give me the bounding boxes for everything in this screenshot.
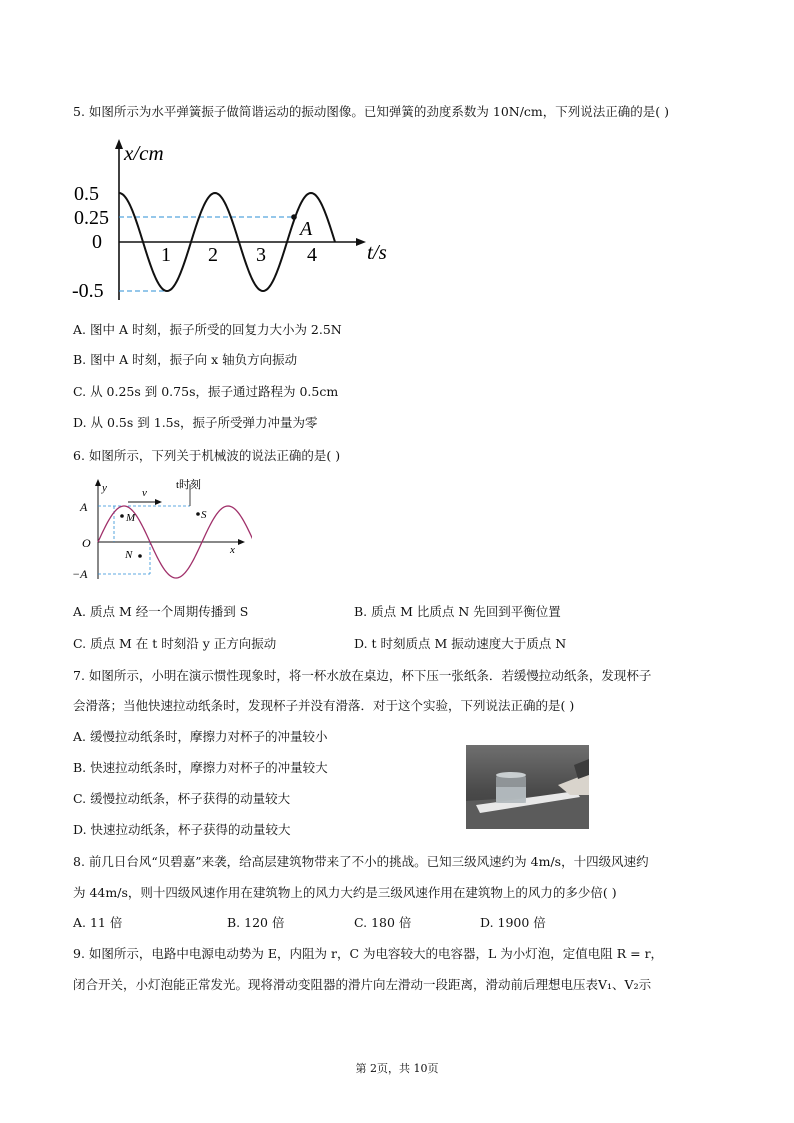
q6-x-axis-label: x bbox=[230, 544, 235, 556]
q6-point-m bbox=[120, 514, 124, 518]
q6-wave-graph bbox=[72, 474, 252, 584]
q5-y-tick-0.25: 0.25 bbox=[74, 207, 109, 229]
q9-stem-line-1: 9. 如图所示，电路中电源电动势为 E，内阻为 r，C 为电容较大的电容器，L 为小灯泡，定值电阻 R = r， bbox=[73, 946, 664, 961]
q5-x-tick-1: 1 bbox=[161, 244, 171, 266]
q5-point-a bbox=[291, 214, 297, 220]
q6-option-b: B. 质点 M 比质点 N 先回到平衡位置 bbox=[354, 604, 561, 619]
q8-stem-line-1: 8. 前几日台风“贝碧嘉”来袭，给高层建筑物带来了不小的挑战。已知三级风速约为 4m/s，十四级风速约 bbox=[73, 854, 649, 869]
q5-x-tick-3: 3 bbox=[256, 244, 266, 266]
q6-origin-label: O bbox=[82, 536, 91, 550]
q8-option-b: B. 120 倍 bbox=[227, 915, 285, 930]
q6-point-s bbox=[196, 512, 200, 516]
page-footer: 第 2页，共 10页 bbox=[355, 1062, 439, 1075]
q5-x-axis-label: t/s bbox=[367, 240, 387, 264]
q8-stem-line-2: 为 44m/s，则十四级风速作用在建筑物上的风力大约是三级风速作用在建筑物上的风力的多少倍( ) bbox=[73, 885, 617, 900]
q6-option-d: D. t 时刻质点 M 振动速度大于质点 N bbox=[354, 636, 567, 651]
q7-option-c: C. 缓慢拉动纸条，杯子获得的动量较大 bbox=[73, 791, 291, 806]
q7-option-b: B. 快速拉动纸条时，摩擦力对杯子的冲量较大 bbox=[73, 760, 328, 775]
q5-y-axis-label: x/cm bbox=[124, 141, 164, 165]
q6-y-axis-label: y bbox=[102, 482, 107, 494]
q6-m-label: M bbox=[126, 512, 136, 524]
q6-point-n bbox=[138, 554, 142, 558]
q5-y-tick-neg0.5: -0.5 bbox=[72, 280, 104, 302]
q8-option-d: D. 1900 倍 bbox=[480, 915, 546, 930]
q7-cup-photo bbox=[466, 745, 589, 829]
q5-oscillation-graph bbox=[70, 135, 400, 305]
q5-x-tick-2: 2 bbox=[208, 244, 218, 266]
q6-neg-amp-label: −A bbox=[72, 567, 88, 581]
q6-s-label: S bbox=[201, 509, 207, 521]
q8-option-a: A. 11 倍 bbox=[73, 915, 123, 930]
q5-stem: 5. 如图所示为水平弹簧振子做简谐运动的振动图像。已知弹簧的劲度系数为 10N/cm，下列说法正确的是( ) bbox=[73, 104, 670, 119]
q6-amp-label: A bbox=[80, 500, 88, 514]
q5-point-label: A bbox=[300, 218, 313, 240]
q7-stem-line-1: 7. 如图所示，小明在演示惯性现象时，将一杯水放在桌边，杯下压一张纸条．若缓慢拉动纸条，发现杯子 bbox=[73, 668, 652, 683]
q5-y-tick-0.5: 0.5 bbox=[74, 183, 99, 205]
q5-y-tick-0: 0 bbox=[92, 231, 102, 253]
q6-time-label: t时刻 bbox=[176, 479, 202, 491]
q6-velocity-label: v bbox=[142, 487, 147, 499]
q7-option-d: D. 快速拉动纸条，杯子获得的动量较大 bbox=[73, 822, 291, 837]
q8-option-c: C. 180 倍 bbox=[354, 915, 412, 930]
q7-option-a: A. 缓慢拉动纸条时，摩擦力对杯子的冲量较小 bbox=[73, 729, 328, 744]
q5-option-c: C. 从 0.25s 到 0.75s，振子通过路程为 0.5cm bbox=[73, 384, 339, 399]
q6-n-label: N bbox=[125, 549, 133, 561]
q5-option-b: B. 图中 A 时刻，振子向 x 轴负方向振动 bbox=[73, 352, 298, 367]
q5-x-tick-4: 4 bbox=[307, 244, 317, 266]
q9-stem-line-2: 闭合开关，小灯泡能正常发光。现将滑动变阻器的滑片向左滑动一段距离，滑动前后理想电压表V₁、V₂示 bbox=[73, 977, 652, 992]
q6-option-c: C. 质点 M 在 t 时刻沿 y 正方向振动 bbox=[73, 636, 277, 651]
q5-option-d: D. 从 0.5s 到 1.5s，振子所受弹力冲量为零 bbox=[73, 415, 318, 430]
q6-option-a: A. 质点 M 经一个周期传播到 S bbox=[73, 604, 249, 619]
q5-option-a: A. 图中 A 时刻，振子所受的回复力大小为 2.5N bbox=[73, 322, 342, 337]
q6-stem: 6. 如图所示，下列关于机械波的说法正确的是( ) bbox=[73, 448, 341, 463]
q7-stem-line-2: 会滑落；当他快速拉动纸条时，发现杯子并没有滑落．对于这个实验，下列说法正确的是( ) bbox=[73, 698, 575, 713]
